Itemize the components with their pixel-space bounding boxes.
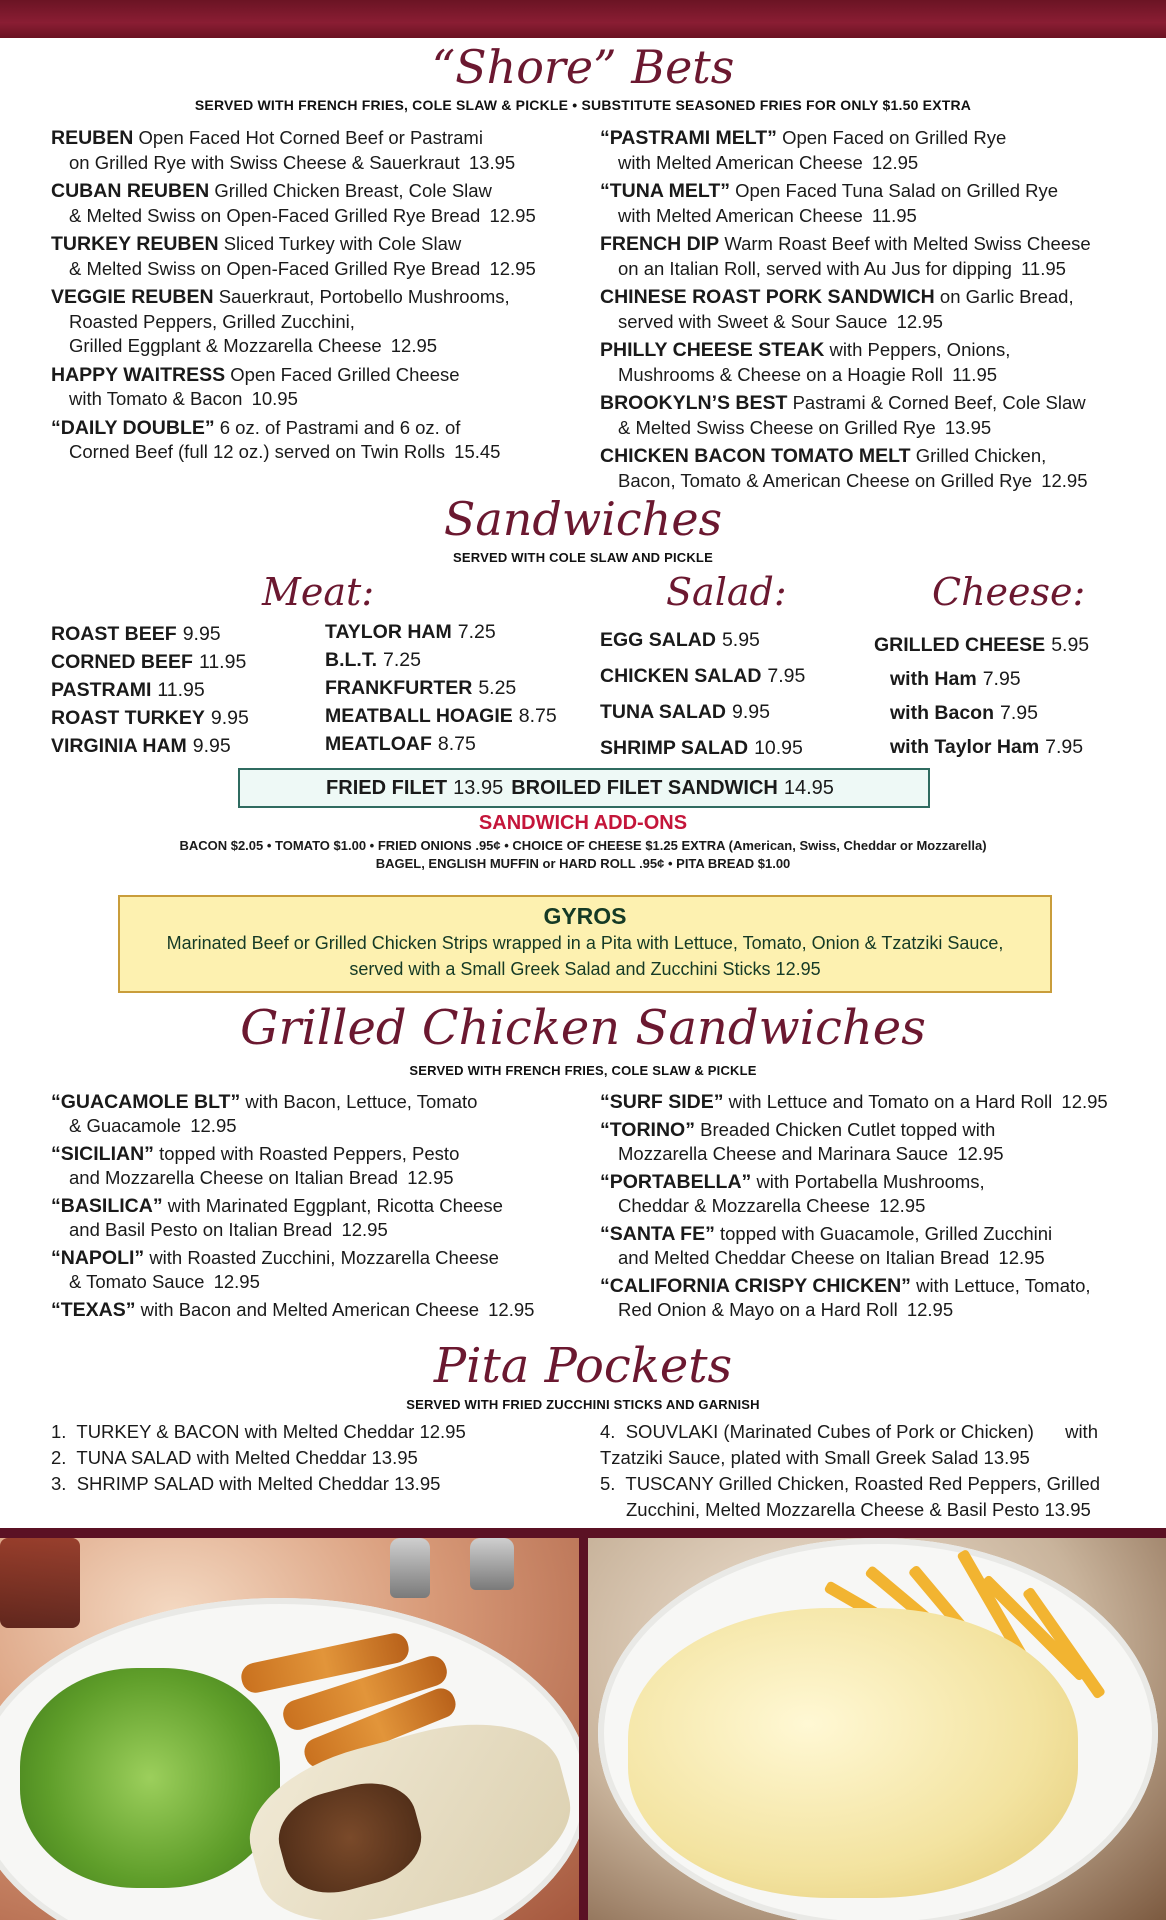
filet-box: FRIED FILET 13.95 BROILED FILET SANDWICH 14.95 xyxy=(238,768,930,808)
pita-pockets-title: Pita Pockets xyxy=(433,1338,733,1394)
salt-shaker xyxy=(390,1538,430,1598)
menu-item: “PORTABELLA” with Portabella Mushrooms, Cheddar & Mozzarella Cheese 12.95 xyxy=(600,1171,985,1216)
menu-item: “BASILICA” with Marinated Eggplant, Ricotta Cheese and Basil Pesto on Italian Bread 12.95 xyxy=(51,1195,503,1240)
gyros-line-2: served with a Small Greek Salad and Zucchini Sticks 12.95 xyxy=(349,959,821,979)
menu-item: 2. TUNA SALAD with Melted Cheddar 13.95 xyxy=(51,1447,418,1468)
meat-list-1 xyxy=(51,620,249,760)
list-item: ROAST BEEF 9.95 xyxy=(51,623,221,645)
list-item: with Ham 7.95 xyxy=(890,668,1021,690)
pita-pockets-subtitle: SERVED WITH FRIED ZUCCHINI STICKS AND GARNISH xyxy=(406,1397,760,1412)
shore-bets-left-column xyxy=(51,126,591,469)
menu-item: BROOKYLN’S BEST Pastrami & Corned Beef, Cole Slaw & Melted Swiss Cheese on Grilled Rye 13.95 xyxy=(600,392,1086,438)
menu-item: “TORINO” Breaded Chicken Cutlet topped with Mozzarella Cheese and Marinara Sauce 12.95 xyxy=(600,1119,1004,1164)
salad-list xyxy=(600,622,805,766)
menu-item: 1. TURKEY & BACON with Melted Cheddar 12.95 xyxy=(51,1421,466,1442)
addons-line-2: BAGEL, ENGLISH MUFFIN or HARD ROLL .95¢ • PITA BREAD $1.00 xyxy=(375,856,791,871)
menu-item: “SICILIAN” topped with Roasted Peppers, Pesto and Mozzarella Cheese on Italian Bread 12.95 xyxy=(51,1143,460,1188)
menu-item: “SANTA FE” topped with Guacamole, Grilled Zucchini and Melted Cheddar Cheese on Italian Bread 12.95 xyxy=(600,1223,1053,1268)
gyro-plate-photo xyxy=(0,1538,579,1920)
addons-title: SANDWICH ADD-ONS xyxy=(478,812,688,834)
grilled-chicken-title: Grilled Chicken Sandwiches xyxy=(240,1000,926,1056)
list-item: EGG SALAD 5.95 xyxy=(600,629,760,651)
list-item: TAYLOR HAM 7.25 xyxy=(325,621,496,643)
list-item: PASTRAMI 11.95 xyxy=(51,679,205,701)
list-item: GRILLED CHEESE 5.95 xyxy=(874,634,1090,656)
list-item: TUNA SALAD 9.95 xyxy=(600,701,770,723)
menu-item: PHILLY CHEESE STEAK with Peppers, Onions, Mushrooms & Cheese on a Hoagie Roll 11.95 xyxy=(600,339,1011,385)
salad-heading: Salad: xyxy=(666,570,787,614)
pepper-shaker xyxy=(470,1538,514,1590)
gyros-box xyxy=(118,895,1052,993)
list-item: with Taylor Ham 7.95 xyxy=(890,736,1084,758)
list-item: CORNED BEEF 11.95 xyxy=(51,651,247,673)
grilled-left-column xyxy=(51,1090,596,1326)
menu-item: VEGGIE REUBEN Sauerkraut, Portobello Mushrooms, Roasted Peppers, Grilled Zucchini, Grilled Eggplant & Mozzarella Cheese 12.95 xyxy=(51,286,510,356)
gyros-title: GYROS xyxy=(543,903,627,929)
menu-item: “PASTRAMI MELT” Open Faced on Grilled Rye with Melted American Cheese 12.95 xyxy=(600,127,1007,173)
menu-item: CUBAN REUBEN Grilled Chicken Breast, Cole Slaw & Melted Swiss on Open-Faced Grilled Rye Bread 12.95 xyxy=(51,180,536,226)
list-item: with Bacon 7.95 xyxy=(890,702,1038,724)
greek-salad xyxy=(20,1668,280,1888)
meat-heading: Meat: xyxy=(262,570,375,614)
menu-item: 3. SHRIMP SALAD with Melted Cheddar 13.95 xyxy=(51,1473,441,1494)
pita-right-column xyxy=(600,1419,1160,1523)
menu-item: “TEXAS” with Bacon and Melted American Cheese 12.95 xyxy=(51,1299,535,1321)
menu-item: 4. SOUVLAKI (Marinated Cubes of Pork or Chicken) with Tzatziki Sauce, plated with Small Greek Salad 13.95 xyxy=(600,1421,1098,1468)
melted-cheese-sandwich xyxy=(628,1608,1078,1898)
list-item: CHICKEN SALAD 7.95 xyxy=(600,665,806,687)
menu-item: “NAPOLI” with Roasted Zucchini, Mozzarella Cheese & Tomato Sauce 12.95 xyxy=(51,1247,499,1292)
cheese-list xyxy=(874,628,1089,764)
pita-left-column xyxy=(51,1419,596,1497)
list-item: MEATLOAF 8.75 xyxy=(325,733,476,755)
grilled-right-column xyxy=(600,1090,1160,1326)
list-item: FRANKFURTER 5.25 xyxy=(325,677,517,699)
menu-item: “CALIFORNIA CRISPY CHICKEN” with Lettuce, Tomato, Red Onion & Mayo on a Hard Roll 12.95 xyxy=(600,1275,1091,1320)
menu-item: CHICKEN BACON TOMATO MELT Grilled Chicken, Bacon, Tomato & American Cheese on Grilled Rye 12.95 xyxy=(600,445,1088,491)
sandwiches-subtitle: SERVED WITH COLE SLAW AND PICKLE xyxy=(453,550,713,565)
addons-line-1: BACON $2.05 • TOMATO $1.00 • FRIED ONIONS .95¢ • CHOICE OF CHEESE $1.25 EXTRA (American, Swiss, Cheddar or Mozzarella) xyxy=(179,838,987,853)
menu-item: “DAILY DOUBLE” 6 oz. of Pastrami and 6 oz. of Corned Beef (full 12 oz.) served on Twin Rolls 15.45 xyxy=(51,416,501,462)
list-item: ROAST TURKEY 9.95 xyxy=(51,707,249,729)
grilled-chicken-subtitle: SERVED WITH FRENCH FRIES, COLE SLAW & PICKLE xyxy=(409,1063,757,1078)
drink-glass xyxy=(0,1538,80,1628)
melt-plate-photo xyxy=(588,1538,1166,1920)
top-banner xyxy=(0,0,1166,38)
cheese-heading: Cheese: xyxy=(932,570,1086,614)
meat-list-2 xyxy=(325,618,557,758)
menu-item: “GUACAMOLE BLT” with Bacon, Lettuce, Tomato & Guacamole 12.95 xyxy=(51,1091,478,1136)
list-item: VIRGINIA HAM 9.95 xyxy=(51,735,231,757)
list-item: MEATBALL HOAGIE 8.75 xyxy=(325,705,557,727)
shore-bets-title: “Shore” Bets xyxy=(431,40,735,94)
menu-item: FRENCH DIP Warm Roast Beef with Melted Swiss Cheese on an Italian Roll, served with Au Jus for dipping 11.95 xyxy=(600,233,1091,279)
menu-item: 5. TUSCANY Grilled Chicken, Roasted Red Peppers, Grilled Zucchini, Melted Mozzarella Cheese & Basil Pesto 13.95 xyxy=(600,1473,1101,1520)
menu-item: “TUNA MELT” Open Faced Tuna Salad on Grilled Rye with Melted American Cheese 11.95 xyxy=(600,180,1059,226)
menu-item: HAPPY WAITRESS Open Faced Grilled Cheese with Tomato & Bacon 10.95 xyxy=(51,363,460,409)
list-item: B.L.T. 7.25 xyxy=(325,649,421,671)
sandwiches-title: Sandwiches xyxy=(443,492,723,546)
menu-item: REUBEN Open Faced Hot Corned Beef or Pastrami on Grilled Rye with Swiss Cheese & Sauerkraut 13.95 xyxy=(51,127,516,173)
gyros-line-1: Marinated Beef or Grilled Chicken Strips wrapped in a Pita with Lettuce, Tomato, Onion & Tzatziki Sauce, xyxy=(166,933,1004,953)
shore-bets-right-column xyxy=(600,126,1160,497)
list-item: SHRIMP SALAD 10.95 xyxy=(600,737,803,759)
photo-strip xyxy=(0,1528,1166,1920)
menu-item: TURKEY REUBEN Sliced Turkey with Cole Slaw & Melted Swiss on Open-Faced Grilled Rye Bread 12.95 xyxy=(51,233,536,279)
menu-item: “SURF SIDE” with Lettuce and Tomato on a Hard Roll 12.95 xyxy=(600,1091,1108,1113)
menu-item: CHINESE ROAST PORK SANDWICH on Garlic Bread, served with Sweet & Sour Sauce 12.95 xyxy=(600,286,1074,332)
shore-bets-subtitle: SERVED WITH FRENCH FRIES, COLE SLAW & PICKLE • SUBSTITUTE SEASONED FRIES FOR ONLY $1.50 EXTRA xyxy=(194,97,972,113)
